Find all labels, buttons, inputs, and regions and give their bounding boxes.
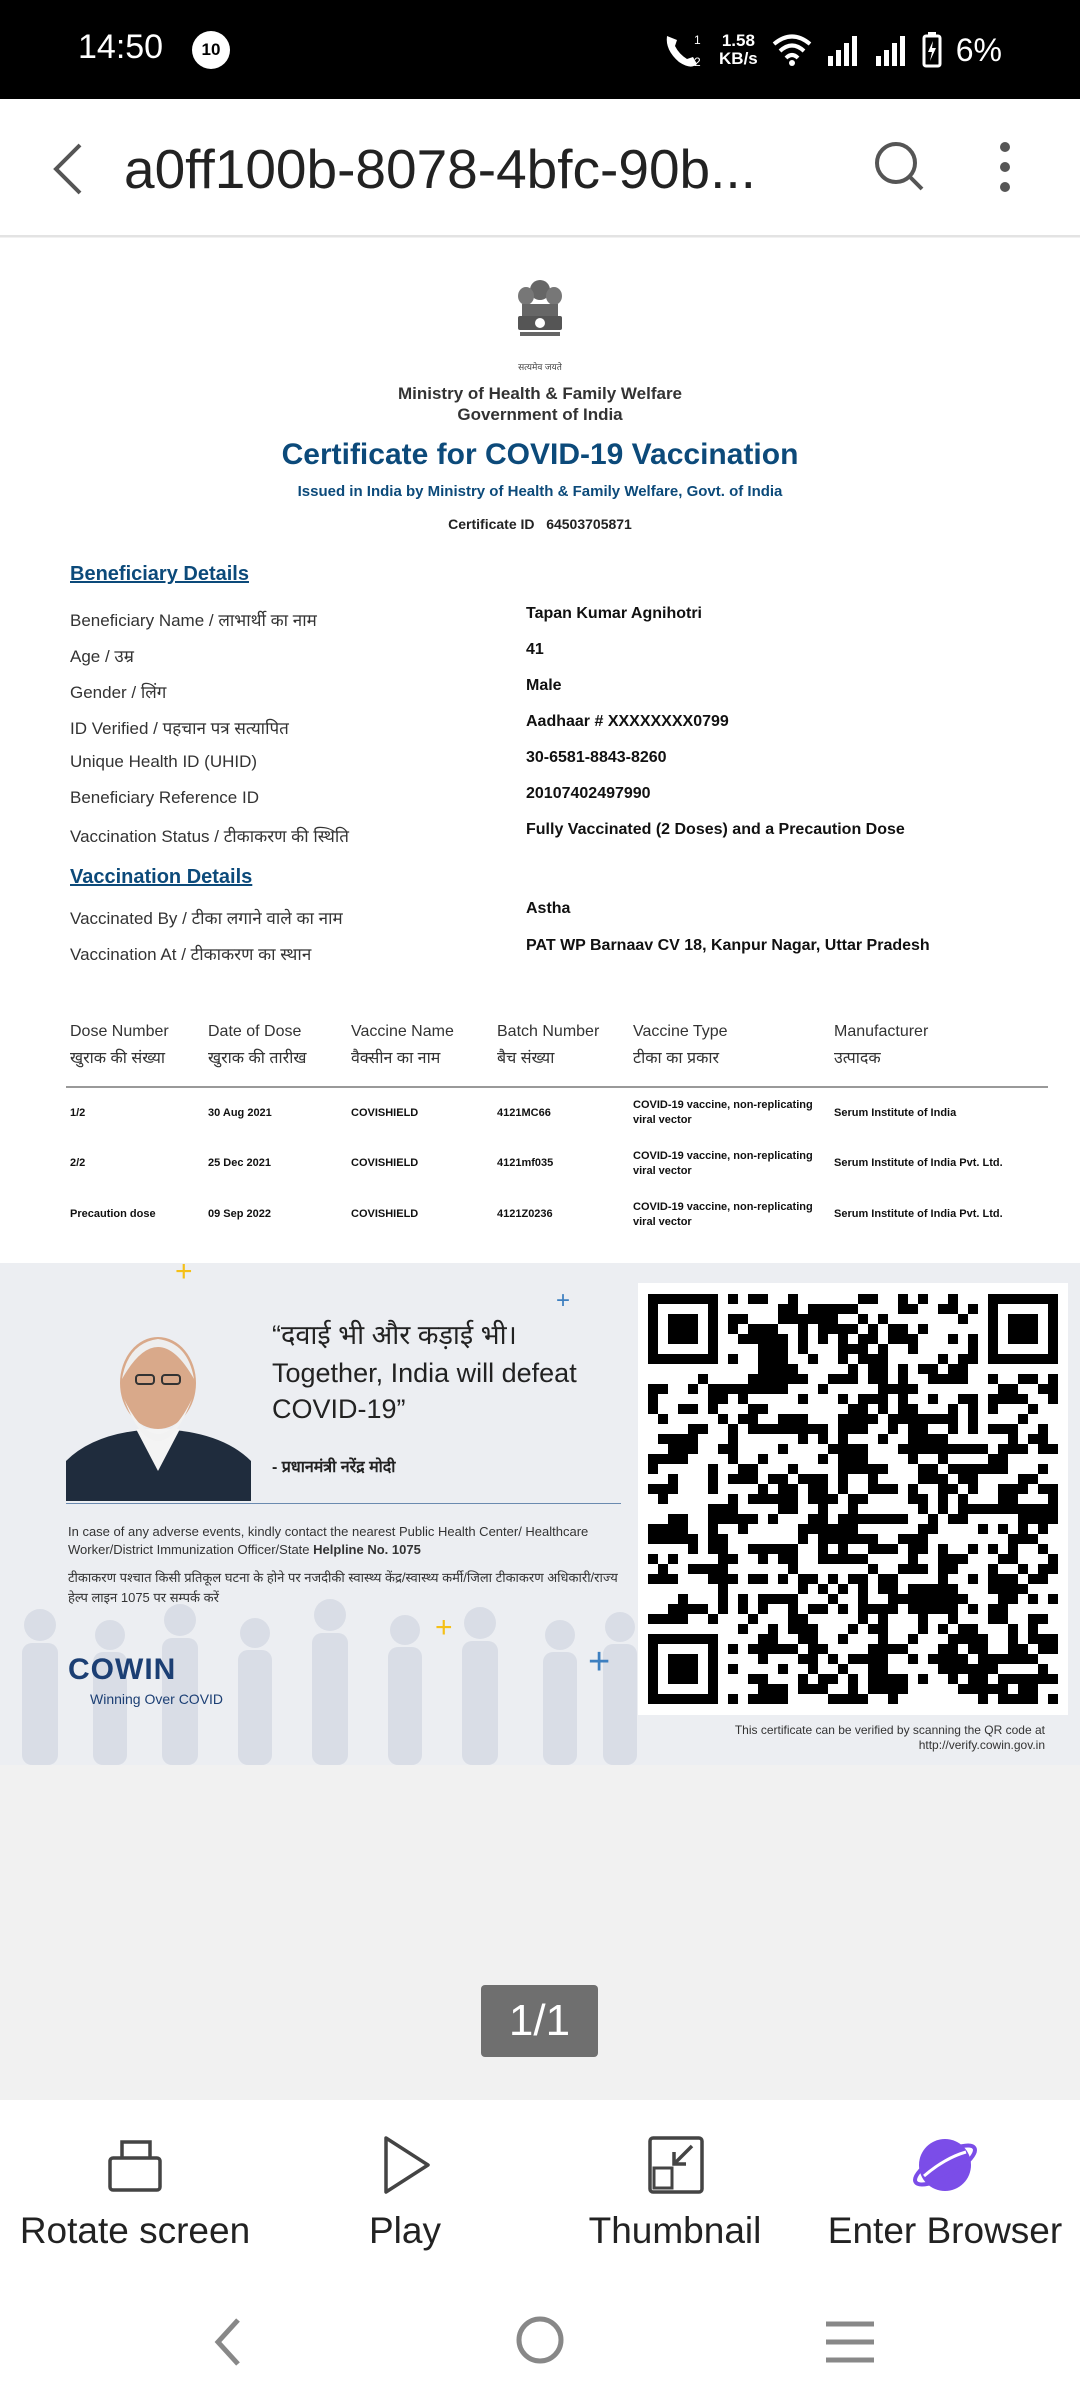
col-manufacturer: Manufacturer उत्पादक (830, 1018, 1048, 1087)
nav-back-icon[interactable] (208, 2314, 248, 2370)
cowin-logo: COWIN (68, 1653, 177, 1686)
verify-note-line: This certificate can be verified by scanning the QR code at (734, 1723, 1045, 1737)
certificate-title: Certificate for COVID-19 Vaccination (281, 438, 799, 471)
verify-note (560, 1723, 1045, 1753)
qr-code (648, 1294, 1058, 1704)
status-bar (0, 0, 1080, 99)
enter-browser-button[interactable] (810, 2100, 1080, 2286)
pm-portrait (66, 1321, 251, 1501)
signal-icon-2 (874, 34, 908, 66)
gender-value: Male (526, 677, 562, 694)
table-row (66, 1087, 1048, 1138)
quote-english: Together, India will defeat COVID-19” (272, 1358, 577, 1424)
advisory-hindi: टीकाकरण पश्चात किसी प्रतिकूल घटना के होने पर नजदीकी स्वास्थ्य केंद्र/स्वास्थ्य कर्मी/जिला टीकाकरण अधिकारी/राज्य हेल्प लाइन 1075 पर सम्पर्क करें (68, 1570, 618, 1605)
emblem-caption: सत्यमेव जयते (518, 362, 562, 372)
dose-number: 2/2 (70, 1157, 86, 1169)
rotate-label: Rotate screen (19, 2210, 251, 2251)
plus-decoration-icon: + (556, 1287, 571, 1314)
vaccination-at-label: Vaccination At / टीकाकरण का स्थान (70, 945, 312, 964)
col-batch: Batch Number बैच संख्या (493, 1018, 629, 1087)
system-nav-bar (0, 2286, 1080, 2400)
batch-number: 4121mf035 (497, 1157, 554, 1169)
vaccination-at-value: PAT WP Barnaav CV 18, Kanpur Nagar, Uttar Pradesh (526, 937, 930, 954)
plus-decoration-icon: + (435, 1611, 453, 1644)
thumbnail-button[interactable] (540, 2100, 810, 2286)
vaccine-name: COVISHIELD (351, 1208, 419, 1220)
speed-unit: KB/s (719, 49, 758, 68)
dose-date: 30 Aug 2021 (208, 1106, 272, 1119)
search-icon[interactable] (872, 139, 928, 195)
beneficiary-name-label: Beneficiary Name / लाभार्थी का नाम (70, 611, 317, 630)
vaccination-heading: Vaccination Details (70, 866, 253, 888)
dose-number: 1/2 (70, 1106, 86, 1119)
col-vaccine-name: Vaccine Name वैक्सीन का नाम (347, 1018, 493, 1087)
col-dose-number: Dose Number खुराक की संख्या (66, 1018, 204, 1087)
age-value: 41 (526, 641, 544, 658)
more-vertical-icon[interactable] (990, 139, 1020, 195)
nav-menu-icon[interactable] (824, 2318, 876, 2366)
plus-decoration-icon: + (175, 1255, 193, 1288)
batch-number: 4121MC66 (497, 1106, 551, 1119)
verify-url: http://verify.cowin.gov.in (918, 1738, 1045, 1752)
call-sim-2: 2 (694, 55, 701, 69)
certificate-subtitle: Issued in India by Ministry of Health & Family Welfare, Govt. of India (297, 483, 783, 500)
call-sim-1: 1 (694, 33, 701, 47)
document-title: a0ff100b-8078-4bfc-90b... (124, 138, 756, 200)
advisory-text: In case of any adverse events, kindly contact the nearest Public Health Center/ Healthcare Worker/District Immunization Officer/State (68, 1524, 589, 1557)
speed-value: 1.58 (721, 31, 755, 50)
manufacturer: Serum Institute of India Pvt. Ltd. (834, 1157, 1003, 1169)
signal-icon-1 (826, 34, 860, 66)
table-row (66, 1189, 1048, 1240)
table-row (66, 1138, 1048, 1189)
col-vaccine-type: Vaccine Type टीका का प्रकार (629, 1018, 830, 1087)
rotate-screen-button[interactable] (0, 2100, 270, 2286)
manufacturer: Serum Institute of India Pvt. Ltd. (834, 1208, 1003, 1220)
ministry-line: Ministry of Health & Family Welfare (397, 384, 683, 403)
helpline: Helpline No. 1075 (313, 1542, 421, 1557)
browser-label: Enter Browser (827, 2210, 1063, 2251)
certificate-id-label: Certificate ID (448, 516, 535, 532)
certificate-id-value: 64503705871 (546, 516, 632, 532)
dose-table (66, 1018, 1048, 1240)
page-indicator: 1/1 (481, 1985, 598, 2057)
divider (66, 1503, 621, 1504)
dose-table-header (66, 1018, 1048, 1087)
qr-code-panel (638, 1283, 1068, 1715)
certificate-id (0, 516, 1080, 532)
manufacturer: Serum Institute of India (834, 1106, 957, 1119)
status-time: 14:50 (78, 28, 164, 66)
call-icon (661, 30, 705, 70)
reference-id-label: Beneficiary Reference ID (70, 788, 259, 807)
bottom-toolbar (0, 2100, 1080, 2286)
dose-date: 09 Sep 2022 (208, 1208, 271, 1220)
battery-icon (922, 32, 942, 68)
advisory-english (68, 1523, 628, 1559)
browser-icon (910, 2130, 980, 2200)
id-verified-value: Aadhaar # XXXXXXXX0799 (526, 713, 729, 730)
certificate-banner (0, 1255, 1080, 1765)
government-line: Government of India (457, 405, 623, 424)
vaccine-type: COVID-19 vaccine, non-replicating viral vector (633, 1200, 813, 1228)
network-speed (719, 32, 758, 68)
batch-number: 4121Z0236 (497, 1208, 553, 1220)
vaccine-type: COVID-19 vaccine, non-replicating viral vector (633, 1149, 813, 1177)
thumbnail-label: Thumbnail (588, 2210, 762, 2251)
vaccinated-by-value: Astha (526, 900, 571, 917)
play-label: Play (369, 2210, 441, 2251)
col-date: Date of Dose खुराक की तारीख (204, 1018, 347, 1087)
age-label: Age / उम्र (70, 647, 134, 666)
gender-label: Gender / लिंग (70, 683, 167, 702)
vaccine-name: COVISHIELD (351, 1157, 419, 1169)
wifi-icon (772, 33, 812, 67)
app-bar (0, 99, 1080, 237)
vaccination-status-label: Vaccination Status / टीकाकरण की स्थिति (70, 827, 349, 846)
uhid-label: Unique Health ID (UHID) (70, 752, 258, 771)
nav-home-icon[interactable] (514, 2314, 566, 2366)
ministry-name (0, 383, 1080, 425)
rotate-icon (100, 2130, 170, 2200)
id-verified-label: ID Verified / पहचान पत्र सत्यापित (70, 719, 289, 738)
quote-hindi: “दवाई भी और कड़ाई भी। (272, 1320, 517, 1350)
vaccine-name: COVISHIELD (351, 1106, 419, 1119)
beneficiary-heading: Beneficiary Details (70, 563, 249, 585)
national-emblem-icon (510, 274, 570, 354)
vaccinated-by-label: Vaccinated By / टीका लगाने वाले का नाम (70, 909, 343, 928)
play-button[interactable] (270, 2100, 540, 2286)
dose-date: 25 Dec 2021 (208, 1157, 271, 1169)
beneficiary-name-value: Tapan Kumar Agnihotri (526, 605, 702, 622)
battery-percent: 6% (955, 31, 1002, 68)
back-arrow-icon[interactable] (48, 139, 88, 199)
notification-badge: 10 (192, 31, 230, 69)
vaccination-status-value: Fully Vaccinated (2 Doses) and a Precaution Dose (526, 821, 905, 838)
status-icons (661, 22, 1002, 78)
vaccine-type: COVID-19 vaccine, non-replicating viral vector (633, 1099, 813, 1126)
cowin-tagline: Winning Over COVID (90, 1691, 224, 1707)
plus-decoration-icon: + (588, 1641, 611, 1683)
quote-author: - प्रधानमंत्री नरेंद्र मोदी (272, 1459, 396, 1476)
pdf-page (0, 238, 1080, 1765)
thumbnail-icon (640, 2130, 710, 2200)
reference-id-value: 20107402497990 (526, 785, 651, 802)
dose-number: Precaution dose (70, 1208, 156, 1220)
play-icon (370, 2130, 440, 2200)
uhid-value: 30-6581-8843-8260 (526, 749, 667, 766)
